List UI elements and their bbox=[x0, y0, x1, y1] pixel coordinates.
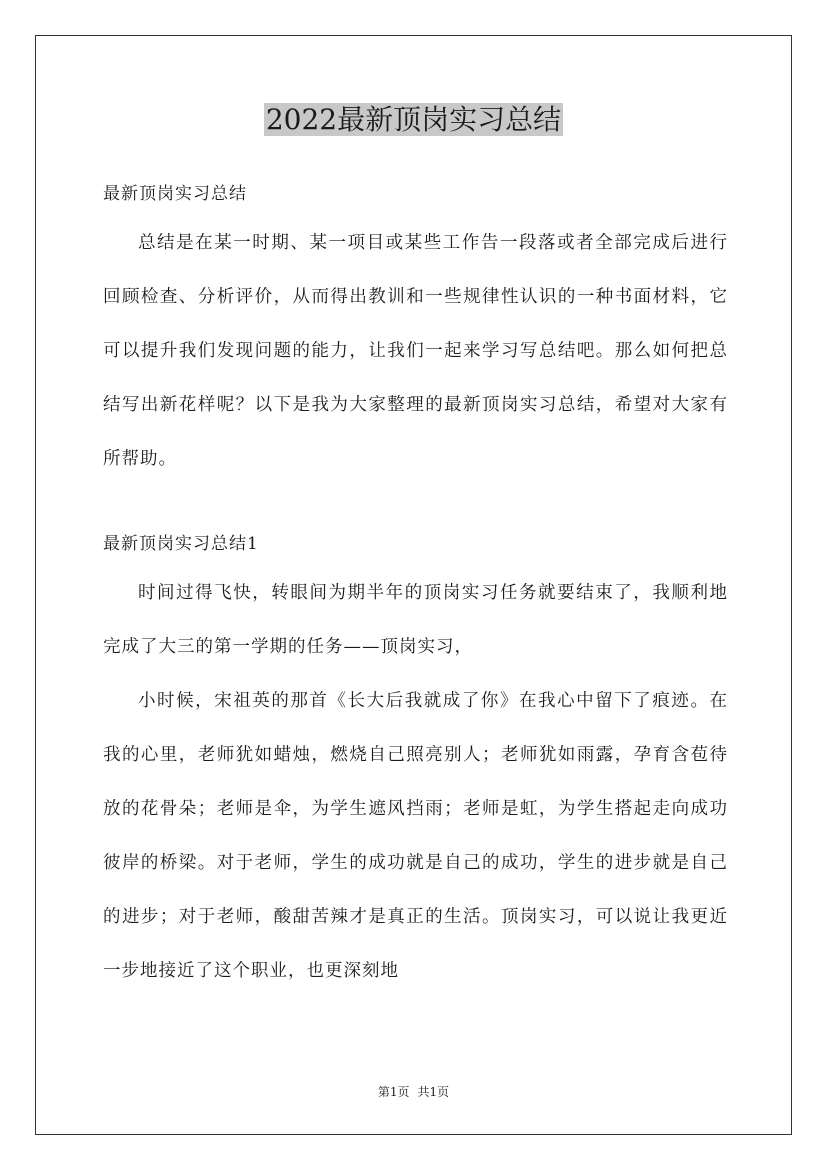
page-number: 第1页 bbox=[377, 1085, 410, 1099]
section-paragraph: 小时候，宋祖英的那首《长大后我就成了你》在我心中留下了痕迹。在我的心里，老师犹如蜡烛，燃烧自己照亮别人；老师犹如雨露，孕育含苞待放的花骨朵；老师是伞，为学生遮风挡雨；老师是虹，为学生搭起走向成功彼岸的桥梁。对于老师，学生的成功就是自己的成功，学生的进步就是自己的进步；对于老师，酸甜苦辣才是真正的生活。顶岗实习，可以说让我更近一步地接近了这个职业，也更深刻地 bbox=[103, 691, 728, 981]
document-body bbox=[103, 172, 728, 998]
page-total: 共1页 bbox=[417, 1085, 450, 1099]
document-title-text: 2022最新顶岗实习总结 bbox=[265, 103, 562, 136]
intro-paragraph: 总结是在某一时期、某一项目或某些工作告一段落或者全部完成后进行回顾检查、分析评价，从而得出教训和一些规律性认识的一种书面材料，它可以提升我们发现问题的能力，让我们一起来学习写总结吧。那么如何把总结写出新花样呢？以下是我为大家整理的最新顶岗实习总结，希望对大家有所帮助。 bbox=[103, 233, 728, 469]
intro-heading: 最新顶岗实习总结 bbox=[103, 184, 247, 204]
page-footer bbox=[0, 1082, 827, 1102]
document-title bbox=[0, 100, 827, 140]
section-heading: 最新顶岗实习总结1 bbox=[103, 534, 259, 554]
section-paragraph: 时间过得飞快，转眼间为期半年的顶岗实习任务就要结束了，我顺利地完成了大三的第一学期的任务——顶岗实习， bbox=[103, 583, 728, 657]
